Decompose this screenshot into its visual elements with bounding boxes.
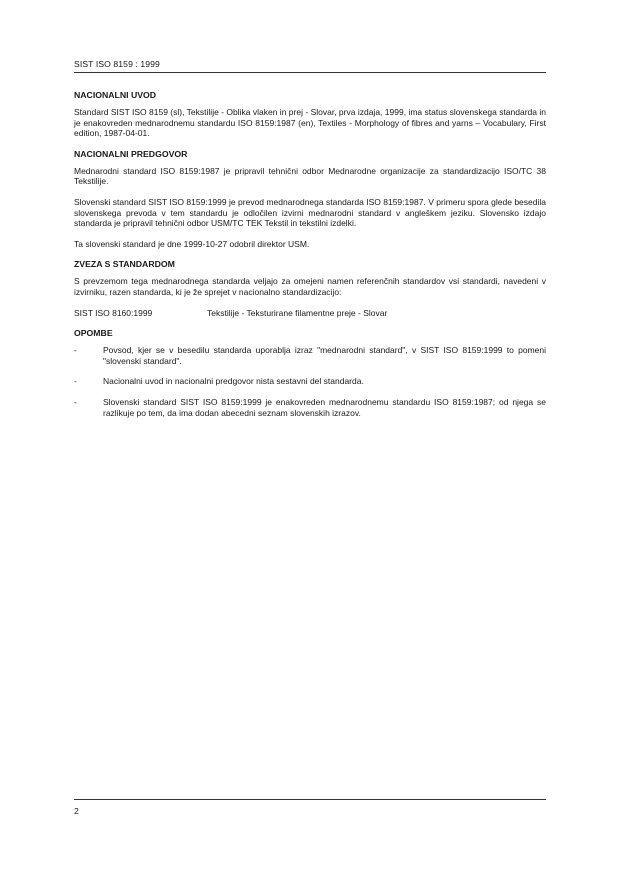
heading-nacionalni-predgovor: NACIONALNI PREDGOVOR (74, 148, 188, 159)
heading-nacionalni-uvod: NACIONALNI UVOD (74, 90, 157, 100)
page-number: 2 (74, 806, 79, 816)
note-text: Nacionalni uvod in nacionalni predgovor nista sestavni del standarda. (103, 376, 364, 387)
section-nacionalni-uvod (74, 90, 546, 139)
note-bullet: - (74, 376, 77, 387)
paragraph-predgovor-1: Mednarodni standard ISO 8159:1987 je pripravil tehnični odbor Mednarodne organizacije za standardizacijo ISO/TC 38 Tekstilije. (74, 165, 546, 187)
heading-opombe: OPOMBE (74, 328, 113, 339)
note-bullet: - (74, 345, 77, 356)
section-zveza-s-standardom (74, 259, 546, 318)
paragraph-predgovor-2: Slovenski standard SIST ISO 8159:1999 je prevod mednarodnega standarda ISO 8159:1987. V primeru spora glede besedila slovenskega prevoda v tem standardu je odločilen izvirni mednarodni standard v angleškem jeziku. Slovensko izdajo standarda je pripravil tehnični odbor USM/TC TEK Tekstil in tekstilni izdelki. (74, 196, 546, 229)
paragraph-predgovor-3: Ta slovenski standard je dne 1999-10-27 odobril direktor USM. (74, 238, 310, 249)
header-doc-id: SIST ISO 8159 : 1999 (74, 59, 160, 69)
note-text: Povsod, kjer se v besedilu standarda uporablja izraz "mednarodni standard", v SIST ISO 8159:1999 to pomeni "slovenski standard". (103, 345, 546, 366)
header-rule (74, 72, 546, 73)
note-item (74, 345, 546, 366)
reference-title: Tekstilije - Teksturirane filamentne preje - Slovar (207, 307, 388, 318)
footer-rule (74, 799, 546, 800)
note-item (74, 376, 546, 387)
paragraph-zveza: S prevzemom tega mednarodnega standarda veljajo za omejeni namen referenčnih standardov vsi standardi, navedeni v izvirniku, razen standarda, ki je že sprejet v nacionalno standardizacijo: (74, 276, 546, 297)
document-page (74, 0, 546, 877)
paragraph-uvod: Standard SIST ISO 8159 (sl), Tekstilije - Oblika vlaken in prej - Slovar, prva izdaja, 1999, ima status slovenskega standarda in je enakovreden mednarodnemu standardu ISO 8159:1987 (en), Textiles - Morphology of fibres and yarns – Vocabulary, First edition, 1987-04-01. (74, 107, 546, 139)
section-opombe (74, 328, 546, 418)
note-bullet: - (74, 396, 77, 407)
heading-zveza-s-standardom: ZVEZA S STANDARDOM (74, 259, 175, 270)
reference-code: SIST ISO 8160:1999 (74, 307, 153, 318)
note-item (74, 397, 546, 418)
note-text: Slovenski standard SIST ISO 8159:1999 je enakovreden mednarodnemu standardu ISO 8159:1987; od njega se razlikuje po tem, da ima dodan abecedni seznam slovenskih izrazov. (103, 396, 546, 418)
document-body (74, 90, 546, 428)
reference-row (74, 308, 546, 319)
section-nacionalni-predgovor (74, 149, 546, 250)
